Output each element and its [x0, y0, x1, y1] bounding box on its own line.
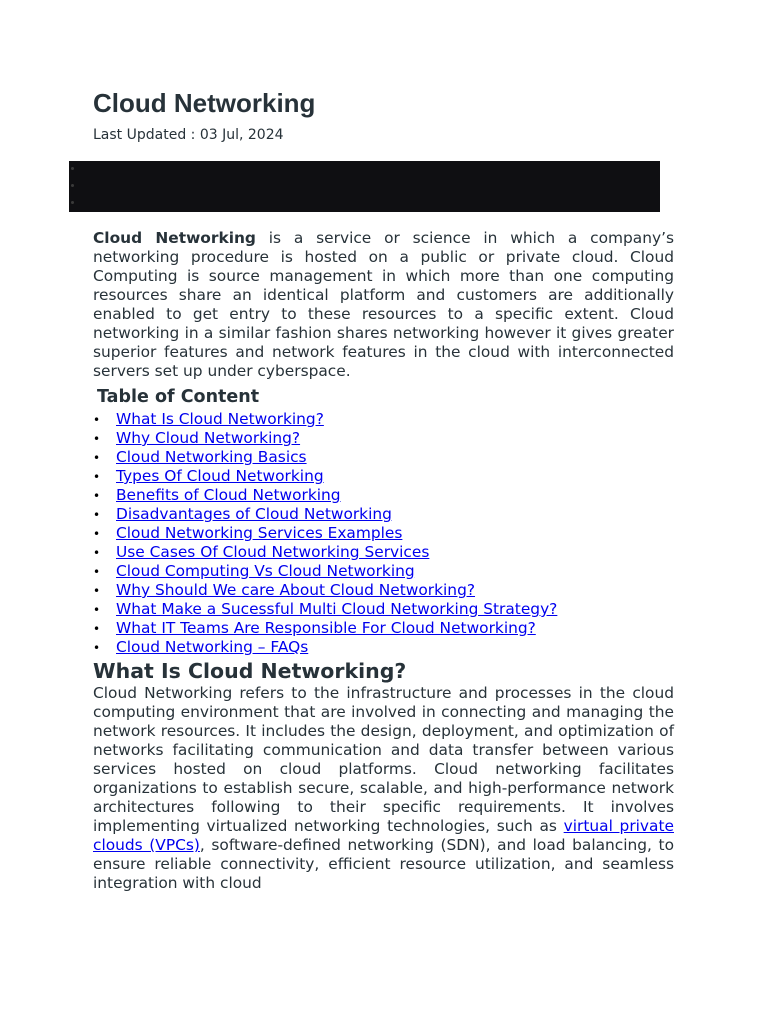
bullet-icon: • — [93, 451, 101, 465]
toc-item — [93, 562, 674, 581]
banner-dot — [71, 201, 74, 204]
banner-dot — [71, 184, 74, 187]
toc-item — [93, 448, 674, 467]
toc-link[interactable]: Why Cloud Networking? — [116, 429, 301, 447]
bullet-icon: • — [93, 508, 101, 522]
bullet-icon: • — [93, 489, 101, 503]
dark-banner — [69, 161, 660, 212]
toc-link[interactable]: Benefits of Cloud Networking — [116, 486, 341, 504]
toc-link[interactable]: What Make a Sucessful Multi Cloud Networking Strategy? — [116, 600, 558, 618]
toc-item — [93, 410, 674, 429]
toc-link[interactable]: Use Cases Of Cloud Networking Services — [116, 543, 430, 561]
bullet-icon: • — [93, 546, 101, 560]
toc-item — [93, 467, 674, 486]
bullet-icon: • — [93, 622, 101, 636]
toc-item — [93, 524, 674, 543]
toc-list — [93, 410, 674, 657]
intro-paragraph — [93, 229, 674, 381]
toc-item — [93, 638, 674, 657]
toc-item — [93, 486, 674, 505]
bullet-icon: • — [93, 470, 101, 484]
toc-link[interactable]: Cloud Networking Services Examples — [116, 524, 403, 542]
bullet-icon: • — [93, 565, 101, 579]
banner-dot — [71, 167, 74, 170]
section-heading: What Is Cloud Networking? — [93, 659, 407, 683]
intro-bold-term: Cloud Networking — [93, 229, 256, 247]
toc-link[interactable]: Cloud Computing Vs Cloud Networking — [116, 562, 415, 580]
toc-item — [93, 600, 674, 619]
toc-link[interactable]: Why Should We care About Cloud Networking? — [116, 581, 476, 599]
bullet-icon: • — [93, 641, 101, 655]
article-body — [93, 229, 674, 893]
bullet-icon: • — [93, 527, 101, 541]
toc-item — [93, 581, 674, 600]
toc-link[interactable]: What IT Teams Are Responsible For Cloud Networking? — [116, 619, 536, 637]
toc-item — [93, 429, 674, 448]
bullet-icon: • — [93, 603, 101, 617]
bullet-icon: • — [93, 584, 101, 598]
toc-link[interactable]: Disadvantages of Cloud Networking — [116, 505, 392, 523]
toc-link[interactable]: What Is Cloud Networking? — [116, 410, 324, 428]
last-updated: Last Updated : 03 Jul, 2024 — [93, 127, 284, 143]
toc-link[interactable]: Cloud Networking – FAQs — [116, 638, 309, 656]
toc-title: Table of Content — [97, 387, 260, 407]
page-title: Cloud Networking — [93, 88, 316, 118]
toc-item — [93, 505, 674, 524]
vpc-link[interactable]: virtual private clouds (VPCs) — [93, 817, 674, 854]
intro-text: is a service or science in which a company’s networking procedure is hosted on a public or private cloud. Cloud Computing is source management in which more than one computing resources share an identical platform and customers are additionally enabled to get entry to these resources to a specific extent. Cloud networking in a similar fashion shares networking however it gives greater superior features and network features in the cloud with interconnected servers set up under cyberspace. — [93, 229, 674, 380]
bullet-icon: • — [93, 413, 101, 427]
bullet-icon: • — [93, 432, 101, 446]
toc-item — [93, 619, 674, 638]
section-text-before-link: Cloud Networking refers to the infrastructure and processes in the cloud computing environment that are involved in connecting and managing the network resources. It includes the design, deployment, and optimization of networks facilitating communication and data transfer between various services hosted on cloud platforms. Cloud networking facilitates organizations to establish secure, scalable, and high-performance network architectures following to their specific requirements. It involves implementing virtualized networking technologies, such as — [93, 684, 674, 835]
section-text-after-link: , software-defined networking (SDN), and load balancing, to ensure reliable connectivity, efficient resource utilization, and seamless integration with cloud — [93, 836, 675, 892]
toc-item — [93, 543, 674, 562]
toc-link[interactable]: Cloud Networking Basics — [116, 448, 307, 466]
section-paragraph — [93, 684, 674, 893]
toc-link[interactable]: Types Of Cloud Networking — [116, 467, 324, 485]
